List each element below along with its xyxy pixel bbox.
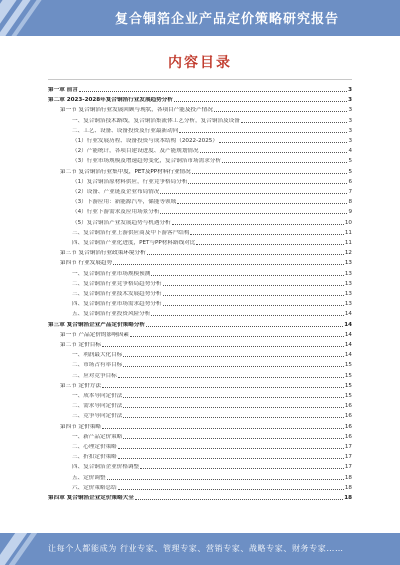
toc-leader-dots bbox=[135, 499, 343, 500]
toc-entry-page: 16 bbox=[344, 413, 352, 420]
toc-entry-title: （1）行业发展历程、设备投资与成本结构（2022-2025） bbox=[72, 138, 218, 144]
toc-entry-page: 15 bbox=[344, 393, 352, 399]
toc-entry[interactable] bbox=[72, 410, 352, 420]
toc-entry[interactable] bbox=[72, 206, 352, 216]
toc-leader-dots bbox=[123, 356, 344, 357]
toc-entry-page: 10 bbox=[344, 219, 352, 226]
toc-entry-title: 四、复合铜箔产业化进度，PET与PP材料路线对比 bbox=[72, 240, 196, 246]
toc-leader-dots bbox=[130, 336, 344, 337]
toc-entry-page: 18 bbox=[344, 484, 352, 491]
toc-entry-title: （3）行业市场规模及增速趋势变化，复合铜箔市场需求分析 bbox=[72, 158, 221, 165]
toc-leader-dots bbox=[79, 91, 347, 92]
toc-leader-dots bbox=[163, 305, 344, 306]
toc-leader-dots bbox=[113, 264, 344, 265]
toc-entry[interactable] bbox=[72, 237, 352, 247]
toc-entry-page: 5 bbox=[348, 158, 352, 165]
toc-entry-page: 14 bbox=[344, 352, 352, 359]
toc-entry-page: 3 bbox=[348, 138, 352, 144]
toc-leader-dots bbox=[174, 101, 347, 102]
toc-entry-page: 3 bbox=[348, 97, 352, 104]
toc-leader-dots bbox=[151, 275, 344, 276]
toc-entry-page: 13 bbox=[344, 291, 352, 297]
toc-entry-page: 12 bbox=[344, 250, 352, 257]
toc-entry-title: 三、复合铜箔行业上游供应商及中下游客户结构 bbox=[72, 229, 190, 236]
toc-leader-dots bbox=[219, 142, 348, 143]
toc-entry[interactable] bbox=[72, 472, 352, 482]
toc-entry-title: 一、新产品定价策略 bbox=[72, 433, 123, 440]
toc-entry-page: 7 bbox=[348, 189, 352, 195]
toc-entry[interactable] bbox=[72, 145, 352, 155]
toc-leader-dots bbox=[190, 234, 343, 235]
toc-entry-page: 13 bbox=[344, 260, 352, 267]
toc-entry[interactable] bbox=[72, 115, 352, 125]
toc-entry-page: 4 bbox=[348, 148, 352, 155]
toc-entry[interactable] bbox=[72, 431, 352, 441]
toc-entry-title: 四、复合铜箔行业市场需求趋势分析 bbox=[72, 301, 162, 308]
toc-leader-dots bbox=[123, 417, 344, 418]
toc-entry[interactable] bbox=[72, 155, 352, 165]
toc-leader-dots bbox=[163, 295, 344, 296]
toc-entry-title: 五、复合铜箔行业投资风险分析 bbox=[72, 311, 151, 318]
toc-entry-title: 一、复合铜箔技术路线，复合铜箔集流体工艺分析，复合铜箔及设备 bbox=[72, 117, 240, 124]
toc-entry[interactable] bbox=[72, 441, 352, 451]
toc-entry-page: 17 bbox=[344, 464, 352, 471]
toc-entry-page: 18 bbox=[344, 495, 352, 501]
toc-entry[interactable] bbox=[72, 400, 352, 410]
toc-entry[interactable] bbox=[60, 257, 352, 267]
toc-entry[interactable] bbox=[60, 339, 352, 349]
toc-entry-page: 11 bbox=[344, 240, 352, 246]
toc-entry-title: （2）设备、产业链及企业布局情况 bbox=[72, 189, 160, 195]
toc-entry-title: 第四节 定价策略 bbox=[60, 423, 101, 430]
header-banner bbox=[0, 0, 400, 36]
toc-entry-title: 四、复合铜箔企业价格调整 bbox=[72, 464, 140, 471]
toc-leader-dots bbox=[118, 448, 344, 449]
toc-entry-title: 第三节 定价方法 bbox=[60, 382, 101, 389]
toc-leader-dots bbox=[163, 285, 344, 286]
toc-entry-title: 第一节 产品定价的影响因素 bbox=[60, 331, 129, 338]
toc-entry-title: 三、竞争导向定价法 bbox=[72, 413, 123, 420]
toc-entry-title: （2）产能统计，各项目建设进度、及产能规划情况 bbox=[72, 148, 199, 155]
toc-leader-dots bbox=[118, 489, 344, 490]
toc-entry-title: 六、定价策略总结 bbox=[72, 484, 117, 491]
toc-entry-page: 17 bbox=[344, 454, 352, 461]
toc-entry-page: 14 bbox=[344, 342, 352, 348]
toc-entry-title: 第二节 复合铜箔行业集中度，PET及PP材料行业情况 bbox=[60, 168, 191, 175]
toc-entry-title: 第三章 复合铜箔企业产品定价策略分析 bbox=[48, 321, 146, 328]
toc-entry-page: 11 bbox=[344, 229, 352, 236]
toc-entry-title: 二、市场占有率目标 bbox=[72, 362, 123, 369]
toc-entry-page: 13 bbox=[344, 301, 352, 308]
toc-leader-dots bbox=[147, 254, 344, 255]
toc-entry-title: 二、需求导向定价法 bbox=[72, 403, 123, 410]
toc-entry-title: 一、复合铜箔行业市场规模预测 bbox=[72, 270, 151, 277]
toc-entry[interactable] bbox=[48, 319, 352, 329]
toc-entry[interactable] bbox=[60, 247, 352, 257]
toc-entry-title: 三、折扣定价策略 bbox=[72, 454, 117, 461]
toc-leader-dots bbox=[196, 244, 344, 245]
toc-entry-page: 15 bbox=[344, 382, 352, 389]
toc-leader-dots bbox=[160, 193, 347, 194]
toc-entry[interactable] bbox=[72, 176, 352, 186]
toc-leader-dots bbox=[200, 152, 348, 153]
toc-entry-page: 15 bbox=[344, 372, 352, 379]
toc-leader-dots bbox=[102, 346, 344, 347]
toc-entry-title: 第四章 复合铜箔企业定价策略大全 bbox=[48, 495, 134, 501]
toc-leader-dots bbox=[102, 387, 344, 388]
toc-entry-page: 5 bbox=[348, 168, 352, 175]
toc-leader-dots bbox=[222, 162, 347, 163]
toc-entry-page: 18 bbox=[344, 474, 352, 481]
toc-leader-dots bbox=[177, 203, 347, 204]
footer-slogan: 让每个人都能成为 行业专家、管理专家、营销专家、战略专家、财务专家…… bbox=[48, 544, 344, 553]
toc-entry[interactable] bbox=[72, 451, 352, 461]
toc-entry[interactable] bbox=[60, 166, 352, 176]
toc-entry-page: 8 bbox=[348, 199, 352, 206]
toc-entry-title: （3）下游应用：新能源汽车，储能等领域 bbox=[72, 199, 177, 206]
toc-entry-title: 三、复合铜箔行业技术发展趋势分析 bbox=[72, 291, 162, 297]
toc-entry[interactable] bbox=[72, 135, 352, 145]
toc-entry[interactable] bbox=[72, 390, 352, 400]
toc-entry-title: 第三节 复合铜箔行业政策环境分析 bbox=[60, 250, 146, 257]
toc-leader-dots bbox=[188, 183, 347, 184]
toc-leader-dots bbox=[123, 407, 344, 408]
toc-entry-title: 第一节 复合铜箔行业发展回顾与现状，各项目产能及投产情况 bbox=[60, 107, 213, 114]
toc-entry-page: 3 bbox=[348, 107, 352, 114]
toc-entry-page: 16 bbox=[344, 423, 352, 430]
toc-entry[interactable] bbox=[72, 227, 352, 237]
toc-entry-page: 3 bbox=[348, 117, 352, 124]
toc-entry[interactable] bbox=[60, 329, 352, 339]
toc-entry[interactable] bbox=[72, 288, 352, 298]
toc-entry[interactable] bbox=[72, 359, 352, 369]
toc-entry-page: 6 bbox=[348, 178, 352, 185]
toc-leader-dots bbox=[146, 326, 343, 327]
toc-entry[interactable] bbox=[72, 482, 352, 492]
toc-entry-title: 二、心理定价策略 bbox=[72, 444, 117, 450]
toc-leader-dots bbox=[160, 213, 347, 214]
toc-entry[interactable] bbox=[72, 125, 352, 135]
toc-leader-dots bbox=[118, 377, 344, 378]
toc-entry[interactable] bbox=[48, 94, 352, 104]
toc-heading: 内容目录 bbox=[168, 55, 232, 71]
toc-entry-page: 13 bbox=[344, 280, 352, 287]
toc-entry[interactable] bbox=[48, 84, 352, 94]
toc-entry[interactable] bbox=[72, 186, 352, 196]
toc-entry-page: 14 bbox=[344, 331, 352, 338]
toc-entry-page: 14 bbox=[344, 321, 352, 328]
toc-entry-title: 一、利润最大化目标 bbox=[72, 352, 123, 359]
toc-entry-title: 一、成本导向定价法 bbox=[72, 393, 123, 399]
toc-entry-title: 二、复合铜箔行业竞争格局趋势分析 bbox=[72, 280, 162, 287]
toc-entry-page: 16 bbox=[344, 433, 352, 440]
toc-entry-title: 第一章 前言 bbox=[48, 87, 78, 93]
toc-entry-page: 16 bbox=[344, 403, 352, 410]
toc-leader-dots bbox=[151, 315, 344, 316]
toc-leader-dots bbox=[241, 122, 348, 123]
toc-entry[interactable] bbox=[72, 461, 352, 471]
toc-entry[interactable] bbox=[72, 278, 352, 288]
toc-entry-title: （4）行业下游需求及应用场景分析 bbox=[72, 209, 160, 216]
toc-entry[interactable] bbox=[60, 421, 352, 431]
toc-entry-page: 15 bbox=[344, 362, 352, 369]
toc-entry[interactable] bbox=[60, 104, 352, 114]
toc-entry-title: 第二章 2023-2028年复合铜箔行业发展趋势分析 bbox=[48, 97, 173, 104]
toc-entry[interactable] bbox=[48, 492, 352, 502]
toc-entry-title: 第四节 行业发展趋势 bbox=[60, 260, 113, 267]
report-title: 复合铜箔企业产品定价策略研究报告 bbox=[114, 12, 339, 27]
toc-entry-page: 3 bbox=[348, 87, 352, 93]
toc-leader-dots bbox=[107, 479, 344, 480]
toc-entry[interactable] bbox=[72, 196, 352, 206]
toc-leader-dots bbox=[140, 468, 344, 469]
toc-entry-title: 五、定价调整 bbox=[72, 474, 106, 481]
toc-leader-dots bbox=[172, 224, 344, 225]
toc-entry-title: 二、工艺、设备、设备投资及行业最新动向 bbox=[72, 127, 179, 134]
toc-entry-title: （5）复合铜箔产业发展趋势与机遇分析 bbox=[72, 219, 171, 226]
toc-entry-title: 三、应对竞争目标 bbox=[72, 372, 117, 379]
toc-entry[interactable] bbox=[72, 298, 352, 308]
toc-entry-page: 13 bbox=[344, 270, 352, 277]
toc-entry-page: 9 bbox=[348, 209, 352, 216]
toc-entry[interactable] bbox=[60, 380, 352, 390]
toc-leader-dots bbox=[179, 132, 347, 133]
toc-entry-title: （1）复合铜箔原材料供应，行业竞争格局分析 bbox=[72, 178, 188, 185]
toc-entry-page: 14 bbox=[344, 311, 352, 318]
toc-entry-page: 3 bbox=[348, 127, 352, 134]
toc-entry[interactable] bbox=[72, 268, 352, 278]
toc-leader-dots bbox=[118, 458, 344, 459]
toc-entry[interactable] bbox=[72, 370, 352, 380]
toc-entry-page: 17 bbox=[344, 444, 352, 450]
toc-entry[interactable] bbox=[72, 308, 352, 318]
toc-entry-title: 第二节 定价目标 bbox=[60, 342, 101, 348]
toc-entry[interactable] bbox=[72, 217, 352, 227]
toc-leader-dots bbox=[214, 111, 348, 112]
toc-leader-dots bbox=[123, 366, 344, 367]
toc-leader-dots bbox=[192, 173, 348, 174]
footer-banner bbox=[0, 533, 400, 565]
toc-leader-dots bbox=[102, 428, 344, 429]
toc-leader-dots bbox=[123, 397, 344, 398]
toc-entry[interactable] bbox=[72, 349, 352, 359]
toc-divider bbox=[48, 79, 352, 80]
toc-leader-dots bbox=[123, 438, 344, 439]
